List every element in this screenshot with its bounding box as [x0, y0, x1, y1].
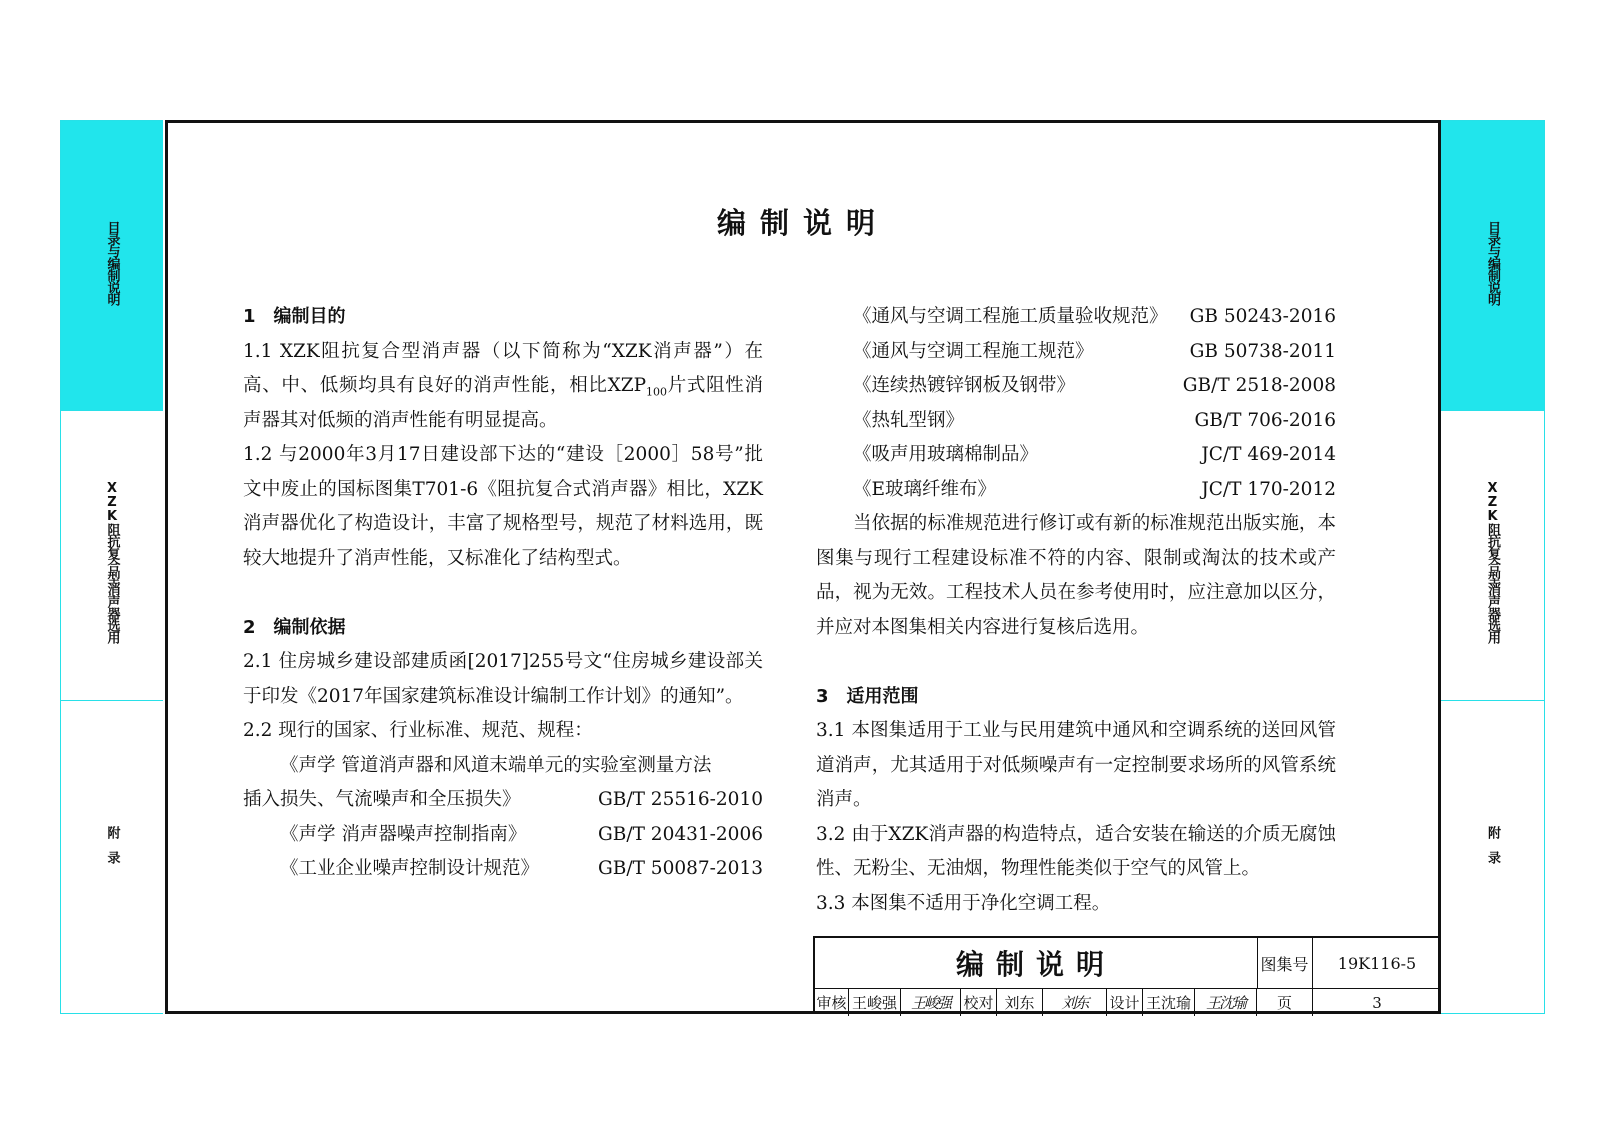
section-3-heading: 3 适用范围: [816, 685, 919, 707]
side-tab-appendix-right[interactable]: [1441, 701, 1544, 1015]
title-block-row-1: [815, 938, 1441, 989]
reference-9-name: 《E玻璃纤维布》: [853, 478, 997, 500]
reference-8-code: JC/T 469-2014: [1201, 444, 1336, 465]
paragraph-1-1: [243, 335, 763, 439]
paragraph-1-1-text-b: 片式阻性消声器其对低频的消声性能有明显提高。: [243, 375, 763, 431]
title-block-row-2: [815, 989, 1441, 1016]
reference-8: [816, 438, 1336, 473]
title-block-title: 编制说明: [815, 938, 1258, 988]
page-label: 页: [1257, 989, 1313, 1016]
reference-5-code: GB 50738-2011: [1189, 340, 1336, 362]
reviewer-signature: 王峻强: [901, 989, 961, 1016]
reference-7-code: GB/T 706-2016: [1194, 409, 1336, 431]
reference-2-name: 《声学 消声器噪声控制指南》: [280, 823, 527, 845]
side-tab-selection[interactable]: [61, 411, 163, 701]
reference-3-name: 《工业企业噪声控制设计规范》: [280, 858, 540, 879]
reference-9: [816, 473, 1336, 508]
reference-4-code: GB 50243-2016: [1189, 306, 1336, 327]
atlas-number: 19K116-5: [1337, 953, 1417, 973]
reference-2: [243, 818, 763, 853]
paragraph-3-3: 3.3 本图集不适用于净化空调工程。: [816, 892, 1111, 914]
paragraph-1-2: 1.2 与2000年3月17日建设部下达的“建设［2000］58号”批文中废止的国标图集T701-6《阻抗复合式消声器》相比，XZK消声器优化了构造设计，丰富了规格型号，规范了材料选用，既较大地提升了消声性能，又标准化了结构型式。: [243, 444, 763, 569]
reference-2-code: GB/T 20431-2006: [597, 823, 763, 845]
side-tab-contents-right[interactable]: [1441, 121, 1544, 411]
reference-8-name: 《吸声用玻璃棉制品》: [853, 444, 1039, 465]
side-tab-contents[interactable]: [61, 121, 163, 411]
reference-7: [816, 404, 1336, 439]
validity-note: 当依据的标准规范进行修订或有新的标准规范出版实施，本图集与现行工程建设标准不符的内容、限制或淘汰的技术或产品，视为无效。工程技术人员在参考使用时，应注意加以区分，并应对本图集相关内容进行复核后选用。: [816, 513, 1336, 638]
designer-name: 王沈瑜: [1143, 989, 1195, 1016]
reference-5: [816, 335, 1336, 370]
paragraph-2-1: 2.1 住房城乡建设部建质函[2017]255号文“住房城乡建设部关于印发《2017年国家建筑标准设计编制工作计划》的通知”。: [243, 651, 763, 707]
reference-9-code: JC/T 170-2012: [1201, 478, 1336, 500]
reference-5-name: 《通风与空调工程施工规范》: [853, 340, 1094, 362]
check-label: 校对: [961, 989, 997, 1016]
title-block: [813, 936, 1441, 1014]
design-label: 设计: [1107, 989, 1143, 1016]
side-tab-contents-right-label: 目录与编制说明: [1485, 221, 1500, 305]
page-title: 编制说明: [716, 206, 889, 240]
side-tab-selection-right[interactable]: [1441, 411, 1544, 701]
side-tab-selection-right-label: XZK阻抗复合型消声器选用: [1485, 481, 1500, 643]
side-tab-contents-label: 目录与编制说明: [104, 221, 120, 305]
reference-1-line-2: [243, 783, 763, 818]
atlas-number-label: 图集号: [1257, 938, 1313, 988]
section-2-heading: 2 编制依据: [243, 616, 346, 638]
side-tab-appendix-label: 附录: [104, 826, 120, 876]
reference-6: [816, 369, 1336, 404]
section-1-heading: 1 编制目的: [243, 306, 346, 327]
paragraph-3-1: 3.1 本图集适用于工业与民用建筑中通风和空调系统的送回风管道消声，尤其适用于对低频噪声有一定控制要求场所的风管系统消声。: [816, 720, 1336, 810]
reference-3-code: GB/T 50087-2013: [597, 858, 763, 879]
reference-4-name: 《通风与空调工程施工质量验收规范》: [853, 306, 1168, 327]
reference-1-code: GB/T 25516-2010: [597, 789, 763, 810]
paragraph-1-1-text-a: 1.1 XZK阻抗复合型消声器（以下简称为“XZK消声器”）在高、中、低频均具有良好的消声性能，相比XZP: [243, 340, 763, 396]
page-number: 3: [1372, 993, 1382, 1012]
designer-signature: 王沈瑜: [1195, 989, 1257, 1016]
paragraph-3-2: 3.2 由于XZK消声器的构造特点，适合安装在输送的介质无腐蚀性、无粉尘、无油烟，物理性能类似于空气的风管上。: [816, 823, 1336, 879]
reference-4: [816, 300, 1336, 335]
checker-name: 刘东: [997, 989, 1043, 1016]
checker-signature: 刘东: [1043, 989, 1107, 1016]
left-side-tabs: [60, 120, 163, 1014]
left-column: [243, 300, 763, 887]
side-tab-appendix[interactable]: [61, 701, 163, 1015]
reference-6-code: GB/T 2518-2008: [1182, 375, 1336, 396]
review-label: 审核: [815, 989, 849, 1016]
reviewer-name: 王峻强: [849, 989, 901, 1016]
paragraph-2-2: 2.2 现行的国家、行业标准、规范、规程：: [243, 720, 593, 741]
right-side-tabs: [1441, 120, 1545, 1014]
reference-7-name: 《热轧型钢》: [853, 409, 965, 431]
reference-1-name: 插入损失、气流噪声和全压损失》: [243, 789, 521, 810]
subscript-100: 100: [646, 385, 668, 399]
side-tab-appendix-right-label: 附录: [1485, 826, 1500, 876]
right-column: [816, 300, 1336, 921]
drawing-frame: [165, 120, 1441, 1014]
reference-1-line-1: 《声学 管道消声器和风道末端单元的实验室测量方法: [280, 754, 712, 776]
side-tab-selection-label: XZK阻抗复合型消声器选用: [104, 481, 120, 643]
reference-3: [243, 852, 763, 887]
reference-6-name: 《连续热镀锌钢板及钢带》: [853, 375, 1076, 396]
